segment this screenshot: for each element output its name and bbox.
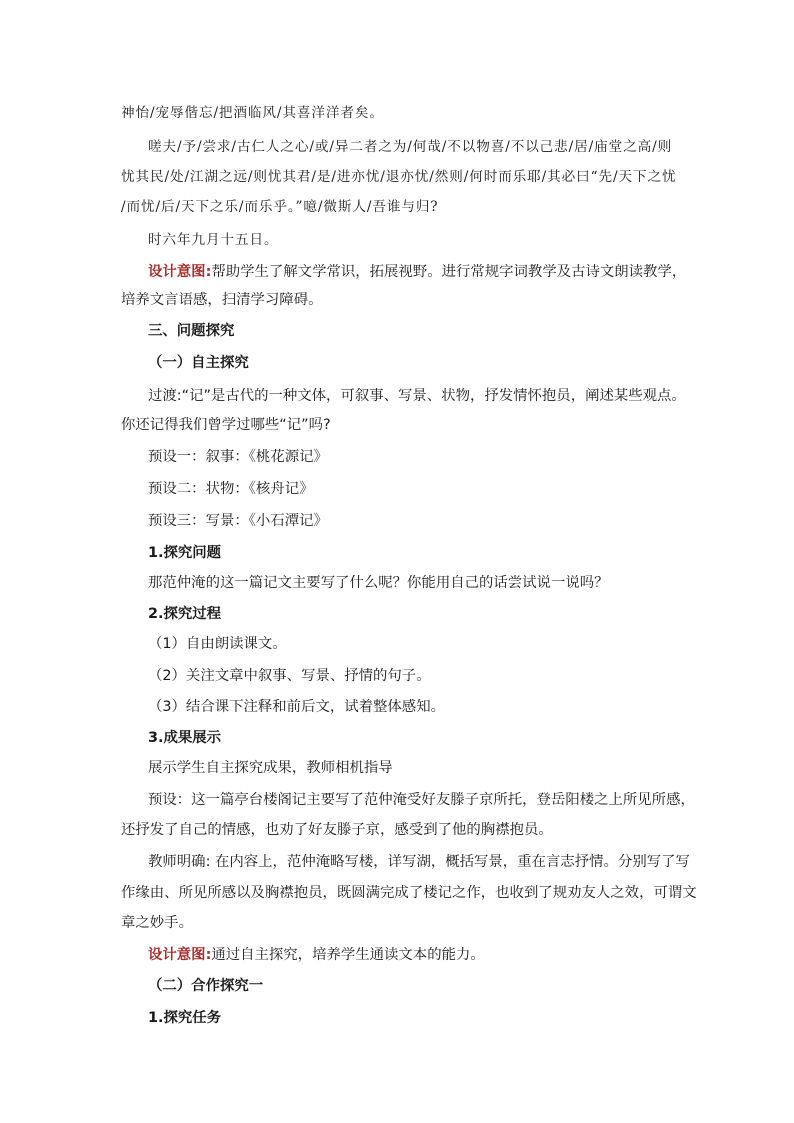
design-intent-text: 帮助学生了解文学常识，拓展视野。进行常规字词教学及古诗文朗读教学，: [211, 264, 687, 280]
section-3-title: 三、问题探究: [148, 323, 235, 339]
subsection-2-title: （二）合作探究一: [148, 978, 264, 994]
design-intent-2: [148, 945, 485, 965]
teacher-note-line-1: 教师明确: 在内容上，范仲淹略写楼，详写湖，概括写景，重在言志抒情。分别写了写: [148, 854, 690, 870]
process-step: （2）关注文章中叙事、写景、抒情的句子。: [148, 668, 431, 684]
poem-line-4: /而忧/后/天下之乐/而乐乎。”噫/微斯人/吾谁与归?: [121, 199, 439, 215]
poem-line-2: 嗟夫/予/尝求/古仁人之心/或/异二者之为/何哉/不以物喜/不以己悲/居/庙堂之高/则: [148, 139, 673, 155]
process-heading: 2.探究过程: [148, 606, 222, 622]
preset-item: 预设一：叙事：《桃花源记》: [148, 449, 328, 465]
design-intent-1: [148, 262, 686, 282]
results-text: 展示学生自主探究成果，教师相机指导: [148, 760, 393, 776]
design-intent-text: 通过自主探究，培养学生通读文本的能力。: [211, 947, 485, 963]
question-1-text: 那范仲淹的这一篇记文主要写了什么呢？你能用自己的话尝试说一说吗？: [148, 575, 609, 591]
teacher-note-line-3: 章之妙手。: [121, 915, 193, 931]
subsection-1-title: （一）自主探究: [148, 355, 249, 371]
results-preset-line-1: 预设：这一篇亭台楼阁记主要写了范仲淹受好友滕子京所托，登岳阳楼之上所见所感，: [148, 792, 695, 808]
results-preset-line-2: 还抒发了自己的情感，也劝了好友滕子京，感受到了他的胸襟抱员。: [121, 822, 553, 838]
task-heading: 1.探究任务: [148, 1010, 222, 1026]
process-step: （1）自由朗读课文。: [148, 636, 287, 652]
preset-item: 预设三：写景：《小石潭记》: [148, 513, 328, 529]
poem-line-3: 忧其民/处/江湖之远/则忧其君/是/进亦忧/退亦忧/然则/何时而乐耶/其必曰“先/天下之忧: [121, 169, 677, 185]
transition-line-1: 过渡:“记”是古代的一种文体，可叙事、写景、状物，抒发情怀抱员，阐述某些观点。: [148, 388, 686, 404]
poem-line-1: 神怡/宠辱偕忘/把酒临风/其喜洋洋者矣。: [121, 105, 384, 121]
design-intent-1-line-2: 培养文言语感，扫清学习障碍。: [121, 292, 323, 308]
teacher-note-line-2: 作缘由、所见所感以及胸襟抱员，既圆满完成了楼记之作，也收到了规劝友人之效，可谓文: [121, 885, 697, 901]
design-intent-label: 设计意图:: [148, 264, 212, 280]
process-step: （3）结合课下注释和前后文，试着整体感知。: [148, 699, 445, 715]
design-intent-label: 设计意图:: [148, 947, 212, 963]
question-1-heading: 1.探究问题: [148, 545, 222, 561]
transition-line-2: 你还记得我们曾学过哪些“记”吗?: [121, 417, 331, 433]
poem-date: 时六年九月十五日。: [148, 232, 279, 248]
results-heading: 3.成果展示: [148, 730, 222, 746]
preset-item: 预设二：状物：《核舟记》: [148, 481, 314, 497]
